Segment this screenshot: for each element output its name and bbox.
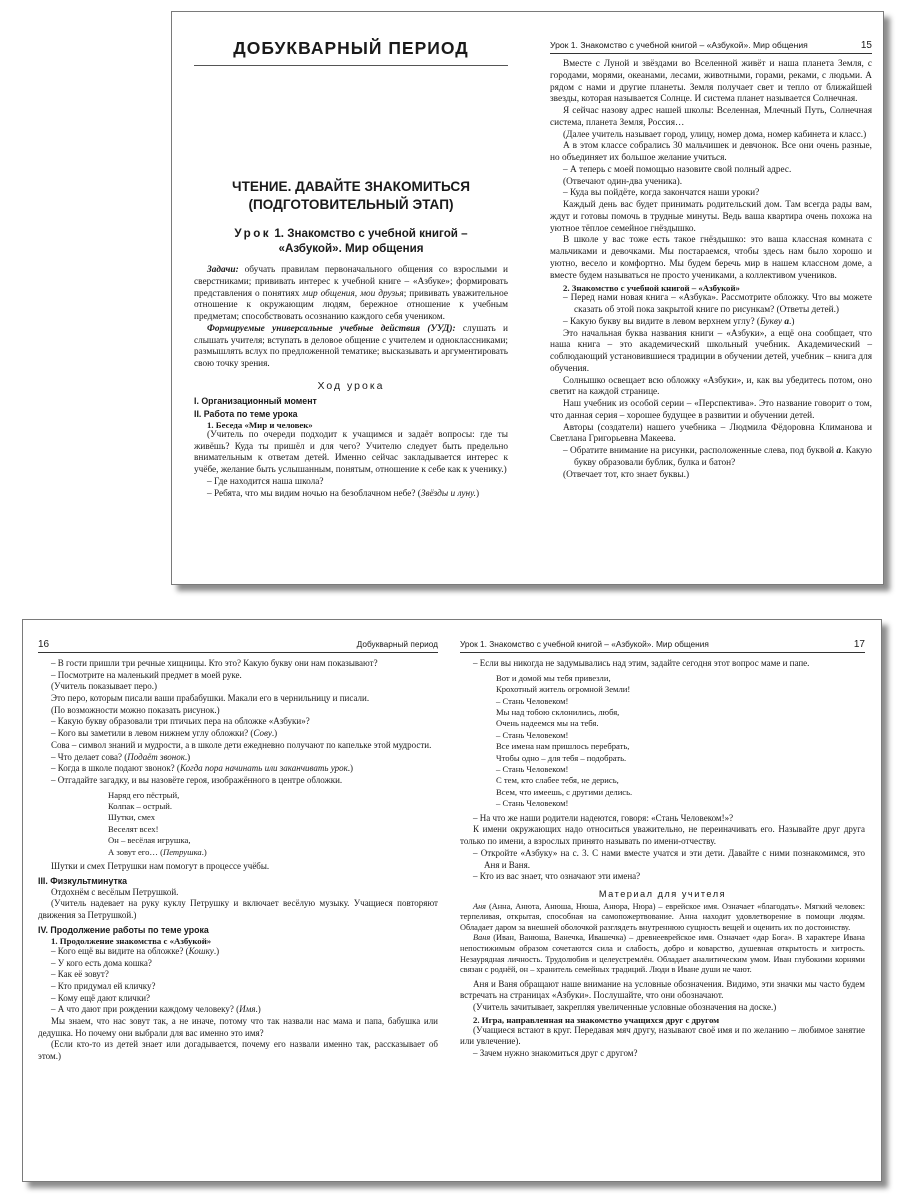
heading-continue-work: IV. Продолжение работы по теме урока: [38, 924, 209, 935]
dialogue-line: – Кого ещё вы видите на обложке? (Кошку.): [51, 945, 220, 956]
poem-line: Шутки, смех: [108, 812, 156, 823]
dialogue-line: – Кто придумал ей кличку?: [51, 980, 156, 991]
dialogue-line: – Перед нами новая книга – «Азбука». Рассмотрите обложку. Что вы можете сказать об этой пока закрытой книге по рисункам? (Ответы детей.): [563, 293, 872, 315]
paragraph: Наш учебник из особой серии – «Перспектива». Это название говорит о том, что данная серия – хорошее будущее в развитии и обучении детей.: [550, 399, 872, 421]
lesson-name-line-1: Знакомство с учебной книгой –: [287, 227, 468, 241]
dialogue-line: – Если вы никогда не задумывались над этим, задайте сегодня этот вопрос маме и папе.: [473, 658, 810, 668]
dialogue-line: – Кого вы заметили в левом нижнем углу обложки? (Сову.): [51, 728, 278, 739]
dialogue-line: – На что же наши родители надеются, говоря: «Стань Человеком!»?: [473, 812, 734, 823]
paragraph: Это перо, которым писали ваши прабабушки. Макали его в чернильницу и писали.: [51, 693, 370, 704]
dialogue-line: – У кого есть дома кошка?: [51, 957, 152, 968]
paragraph: (Учитель по очереди подходит к учащимся и задаёт вопросы: где ты живёшь? Куда ты пришёл и для чего? Учителю следует быть предельно внимательным к ответам детей. Именно сейчас закладывается интерес к учёбе, желание быть услышанным, понятым, отношение к себе как к ученику.): [194, 429, 508, 475]
page-14: [194, 12, 508, 584]
paragraph: Аня и Ваня обращают наше внимание на условные обозначения. Видимо, эти значки мы часто будем встречать на страницах «Азбуки». Послушайте, что они обозначают.: [460, 978, 865, 1001]
dialogue-line: – Как её зовут?: [51, 969, 109, 980]
paragraph: Это начальная буква названия книги – «Азбуки», а ещё она сообщает, что наша книга – это академический школьный учебник. Академический – соблюдающий установившиеся традиции в обучении детей, учебник – книга для обучения.: [550, 328, 872, 374]
lesson-title: [194, 227, 508, 257]
name-meaning-vanya: Ваня (Иван, Ванюша, Ванечка, Ивашечка) – древнееврейское имя. Означает «дар Бога». В характере Ивана непостижимым образом сочетаются сила и слабость, добро и коварство, душевная открытость и хитрость. Незаурядная личность. Трудолюбив и целеустремлён. Обладает аналитическим умом. Иван глубокими корнями связан с роднёй, он – хранитель семейных традиций. Люди в Иване души не чают.: [460, 933, 865, 975]
paragraph: (Если кто-то из детей знает или догадывается, почему его назвали именно так, рассказывает об этом.): [38, 1039, 438, 1062]
dialogue-line: – А что дают при рождении каждому человеку? (Имя.): [51, 1004, 261, 1015]
lesson-tasks: Задачи: обучать правилам первоначального общения со взрослыми и сверстниками; прививать интерес к учебной книге – «Азбуке»; формировать представления о понятиях мир общения, мои друзья; прививать уважительное отношение к окружающим людям, бережное отношение к учебным предметам; способствовать осознанию каждого себя учеником.: [194, 265, 508, 322]
section-title-line-2: (ПОДГОТОВИТЕЛЬНЫЙ ЭТАП): [248, 196, 454, 212]
paragraph: (Далее учитель называет город, улицу, номер дома, номер кабинета и класс.): [563, 129, 867, 140]
heading-azbuka-continue: 1. Продолжение знакомства с «Азбукой»: [51, 935, 212, 946]
page-number: 16: [38, 639, 50, 650]
dialogue-line: – Отгадайте загадку, и вы назовёте героя, изображённого в центре обложки.: [51, 774, 343, 785]
dialogue-line: – Ребята, что мы видим ночью на безоблачном небе? (Звёзды и луну.): [207, 488, 480, 499]
paragraph: Каждый день вас будет принимать родительский дом. Там всегда рады вам, ждут и готовы помочь в трудные минуты. Ведь ваша квартира очень похожа на уютное тёплое семейное гнёздышко.: [550, 200, 872, 234]
running-header-title: Урок 1. Знакомство с учебной книгой – «Азбукой». Мир общения: [460, 639, 709, 649]
dialogue-line: – Зачем нужно знакомиться друг с другом?: [473, 1048, 638, 1059]
poem-line: Всем, что имеешь, с другими делись.: [496, 786, 633, 797]
poem-line: Веселят всех!: [108, 823, 159, 834]
poem-line: Колпак – острый.: [108, 800, 172, 811]
section-title-line-1: ЧТЕНИЕ. ДАВАЙТЕ ЗНАКОМИТЬСЯ: [232, 179, 470, 194]
dialogue-line: – Куда вы пойдёте, когда закончатся наши уроки?: [563, 188, 760, 199]
dialogue-line: – А теперь с моей помощью назовите свой полный адрес.: [563, 164, 792, 175]
lesson-word: Урок: [234, 227, 272, 241]
teacher-material-heading: Материал для учителя: [598, 888, 727, 899]
poem-line: Мы над тобою склонились, любя,: [496, 706, 620, 717]
paragraph: Солнышко освещает всю обложку «Азбуки», и, как вы убедитесь потом, оно светит на каждой странице.: [550, 375, 872, 398]
spread-pages-16-17: [22, 619, 882, 1182]
dialogue-line: – Какую букву вы видите в левом верхнем углу? (Букву а.): [563, 316, 795, 327]
dialogue-line: – Кому ещё дают клички?: [51, 992, 150, 1003]
poem-line: Наряд его пёстрый,: [108, 789, 180, 800]
riddle-poem: [38, 790, 438, 859]
paragraph: (Отвечают один-два ученика).: [563, 176, 683, 187]
poem-line: А зовут его… (Петрушка.): [108, 846, 207, 857]
paragraph: В школе у вас тоже есть такое гнёздышко: это ваша классная комната с мальчиками и девочками. Мы постараемся, чтобы здесь нам было хорошо и уютно, весело и комфортно. Мы будем беречь мир в нашем классном доме, а вместе будем называться не просто учениками, а коллективом учеников.: [550, 235, 872, 281]
dialogue-line: – Где находится наша школа?: [207, 476, 324, 487]
poem-line: – Стань Человеком!: [496, 729, 569, 740]
section-title: [194, 178, 508, 213]
poem-line: Чтобы одно – для тебя – подобрать.: [496, 752, 627, 763]
paragraph: Вместе с Луной и звёздами во Вселенной живёт и наша планета Земля, с городами, морями, океанами, лесами, животными, горами, реками, с людьми. А рядом с нами и другие планеты. Земля получает свет и тепло от ближайшей звезды, которая называется Солнце. И система планет называется Солнечная.: [550, 59, 872, 105]
tasks-label: Задачи:: [207, 265, 239, 275]
dialogue-line: – Когда в школе подают звонок? (Когда пора начинать или заканчивать урок.): [51, 763, 354, 774]
paragraph: (По возможности можно показать рисунок.): [51, 704, 220, 715]
poem-line: – Стань Человеком!: [496, 695, 569, 706]
paragraph: Сова – символ знаний и мудрости, а в школе дети ежедневно получают по капельке этой мудрости.: [51, 739, 432, 750]
lesson-plan-heading: Ход урока: [317, 379, 385, 392]
uud-label: Формируемые универсальные учебные действия (УУД):: [207, 323, 456, 334]
running-header: [550, 40, 872, 54]
paragraph: Отдохнём с весёлым Петрушкой.: [51, 886, 179, 897]
running-header: [460, 639, 865, 653]
paragraph: А в этом классе собрались 30 мальчишек и девчонок. Все они очень разные, но объединяет их большое желание учиться.: [550, 141, 872, 163]
heading-azbuka: 2. Знакомство с учебной книгой – «Азбукой»: [563, 283, 740, 294]
heading-work-topic: II. Работа по теме урока: [194, 408, 298, 419]
paragraph: Авторы (создатели) нашего учебника – Людмила Фёдоровна Климанова и Светлана Григорьевна Макеева.: [550, 422, 872, 445]
running-header: [38, 639, 438, 653]
paragraph: (Отвечает тот, кто знает буквы.): [563, 469, 690, 480]
dialogue-line: – Кто из вас знает, что означают эти имена?: [473, 871, 641, 882]
spread-pages-14-15: [171, 11, 884, 585]
page-16: [38, 620, 438, 1181]
running-header-title: Урок 1. Знакомство с учебной книгой – «Азбукой». Мир общения: [550, 40, 808, 50]
paragraph: К имени окружающих надо относиться уважительно, не переиначивать его. Называйте друг друга только по имени, а взрослых принято называть по имени-отчеству.: [460, 824, 865, 847]
heading-game: 2. Игра, направленная на знакомство учащихся друг с другом: [473, 1014, 720, 1025]
lesson-name-line-2: «Азбукой». Мир общения: [278, 242, 424, 256]
dialogue-line: – Какую букву образовали три птичьих пера на обложке «Азбуки»?: [51, 716, 310, 727]
poem-line: Вот и домой мы тебя привезли,: [496, 672, 611, 683]
page-17: [460, 620, 865, 1181]
paragraph: Я сейчас назову адрес нашей школы: Вселенная, Млечный Путь, Солнечная система, планета Земля, Россия…: [550, 106, 872, 128]
page-number: 17: [853, 639, 865, 650]
dialogue-line: – Обратите внимание на рисунки, расположенные слева, под буквой а. Какую букву образовали бублик, булка и батон?: [563, 446, 872, 468]
paragraph: Мы знаем, что нас зовут так, а не иначе, потому что так назвали нас мама и папа, бабушка или дедушка. Но почему они выбрали для вас именно это имя?: [38, 1015, 438, 1038]
heading-fizminutka: III. Физкультминутка: [38, 875, 128, 886]
paragraph: (Учитель зачитывает, закрепляя увеличенные условные обозначения на доске.): [473, 1001, 777, 1012]
dialogue-line: – В гости пришли три речные хищницы. Кто это? Какую букву они нам показывают?: [51, 658, 378, 668]
heading-beseda: 1. Беседа «Мир и человек»: [207, 419, 313, 430]
lesson-uud: Формируемые универсальные учебные действия (УУД): слушать и слышать учителя; вступать в деловое общение с учителем и одноклассниками; размышлять вслух по предложенной тематике; высказывать и аргументировать свою точку зрения.: [194, 323, 508, 369]
poem-line: Он – весёлая игрушка,: [108, 835, 191, 846]
paragraph: (Учитель надевает на руку куклу Петрушку и включает весёлую музыку. Учащиеся повторяют движения за Петрушкой.): [38, 898, 438, 921]
poem-line: Очень надеемся мы на тебя.: [496, 718, 599, 729]
page-number: 15: [860, 40, 872, 51]
name-meaning-anya: Аня (Анна, Анюта, Анюша, Нюша, Анюра, Нюра) – еврейское имя. Означает «благодать». Мягкий человек: терпеливая, открытая, способная на самопожертвование. Анна находит удовлетворение в помощи людям. Обладает даром за внешней оболочкой разглядеть внутреннюю сущность вещей и оценить их по достоинству.: [460, 901, 865, 932]
paragraph: (Учащиеся встают в круг. Передавая мяч другу, называют своё имя и по желанию – любимое занятие или увлечение).: [460, 1024, 865, 1047]
poem-line: С тем, кто слабее тебя, не дерись,: [496, 775, 619, 786]
poem-line: Крохотный житель огромной Земли!: [496, 684, 631, 695]
poem-line: – Стань Человеком!: [496, 798, 569, 809]
poem-stan-chelovekom: [460, 673, 865, 810]
poem-line: – Стань Человеком!: [496, 764, 569, 775]
chapter-title: ДОБУКВАРНЫЙ ПЕРИОД: [194, 38, 508, 66]
running-header-title: Добукварный период: [356, 639, 438, 649]
dialogue-line: – Откройте «Азбуку» на с. 3. С нами вместе учатся и эти дети. Давайте с ними познакомимся, это Аня и Ваня.: [473, 847, 865, 870]
paragraph: (Учитель показывает перо.): [51, 681, 157, 692]
page-15: [550, 12, 872, 584]
poem-line: Все имена нам пришлось перебрать,: [496, 741, 630, 752]
paragraph: Шутки и смех Петрушки нам помогут в процессе учёбы.: [51, 861, 270, 872]
dialogue-line: – Посмотрите на маленький предмет в моей руке.: [51, 669, 242, 680]
heading-org-moment: I. Организационный момент: [194, 395, 317, 406]
dialogue-line: – Что делает сова? (Подаёт звонок.): [51, 751, 191, 762]
lesson-number: 1.: [274, 227, 285, 241]
